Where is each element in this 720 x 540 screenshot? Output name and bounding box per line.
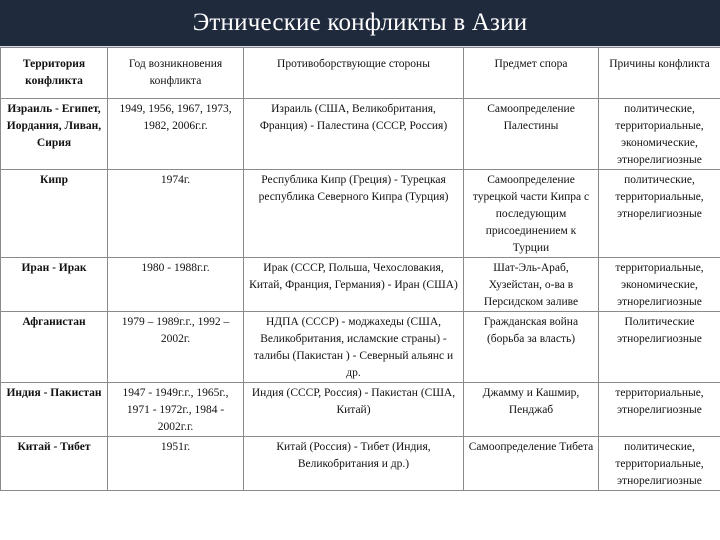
cell-subject: Самоопределение Палестины bbox=[464, 99, 599, 170]
cell-causes: политические, территориальные, этнорелигиозные bbox=[599, 437, 720, 491]
page-title: Этнические конфликты в Азии bbox=[0, 0, 720, 47]
cell-parties: НДПА (СССР) - моджахеды (США, Великобритания, исламские страны) - талибы (Пакистан ) - Северный альянс и др. bbox=[244, 312, 464, 383]
table-row bbox=[1, 437, 720, 491]
cell-causes: территориальные, экономические, этнорелигиозные bbox=[599, 258, 720, 312]
cell-territory: Китай - Тибет bbox=[1, 437, 108, 491]
cell-year: 1979 – 1989г.г., 1992 – 2002г. bbox=[108, 312, 244, 383]
conflicts-table bbox=[0, 47, 720, 491]
cell-year: 1947 - 1949г.г., 1965г., 1971 - 1972г., 1984 - 2002г.г. bbox=[108, 383, 244, 437]
cell-territory: Индия - Пакистан bbox=[1, 383, 108, 437]
cell-territory: Афганистан bbox=[1, 312, 108, 383]
table-row bbox=[1, 170, 720, 258]
cell-parties: Китай (Россия) - Тибет (Индия, Великобритания и др.) bbox=[244, 437, 464, 491]
cell-subject: Джамму и Кашмир, Пенджаб bbox=[464, 383, 599, 437]
header-causes: Причины конфликта bbox=[599, 48, 720, 99]
cell-causes: политические, территориальные, экономические, этнорелигиозные bbox=[599, 99, 720, 170]
table-row bbox=[1, 383, 720, 437]
table-header-row bbox=[1, 48, 720, 99]
cell-territory: Израиль - Египет, Иордания, Ливан, Сирия bbox=[1, 99, 108, 170]
cell-subject: Гражданская война (борьба за власть) bbox=[464, 312, 599, 383]
cell-parties: Индия (СССР, Россия) - Пакистан (США, Китай) bbox=[244, 383, 464, 437]
cell-subject: Шат-Эль-Араб, Хузейстан, о-ва в Персидском заливе bbox=[464, 258, 599, 312]
cell-year: 1949, 1956, 1967, 1973, 1982, 2006г.г. bbox=[108, 99, 244, 170]
table-row bbox=[1, 99, 720, 170]
header-parties: Противоборствующие стороны bbox=[244, 48, 464, 99]
cell-year: 1974г. bbox=[108, 170, 244, 258]
header-territory: Территория конфликта bbox=[1, 48, 108, 99]
cell-causes: политические, территориальные, этнорелигиозные bbox=[599, 170, 720, 258]
table-row bbox=[1, 312, 720, 383]
cell-parties: Израиль (США, Великобритания, Франция) - Палестина (СССР, Россия) bbox=[244, 99, 464, 170]
cell-year: 1951г. bbox=[108, 437, 244, 491]
cell-parties: Республика Кипр (Греция) - Турецкая республика Северного Кипра (Турция) bbox=[244, 170, 464, 258]
cell-territory: Кипр bbox=[1, 170, 108, 258]
header-subject: Предмет спора bbox=[464, 48, 599, 99]
cell-year: 1980 - 1988г.г. bbox=[108, 258, 244, 312]
cell-subject: Самоопределение Тибета bbox=[464, 437, 599, 491]
cell-causes: Политические этнорелигиозные bbox=[599, 312, 720, 383]
cell-parties: Ирак (СССР, Польша, Чехословакия, Китай, Франция, Германия) - Иран (США) bbox=[244, 258, 464, 312]
header-year: Год возникновения конфликта bbox=[108, 48, 244, 99]
table-row bbox=[1, 258, 720, 312]
cell-subject: Самоопределение турецкой части Кипра с последующим присоединением к Турции bbox=[464, 170, 599, 258]
cell-territory: Иран - Ирак bbox=[1, 258, 108, 312]
cell-causes: территориальные, этнорелигиозные bbox=[599, 383, 720, 437]
